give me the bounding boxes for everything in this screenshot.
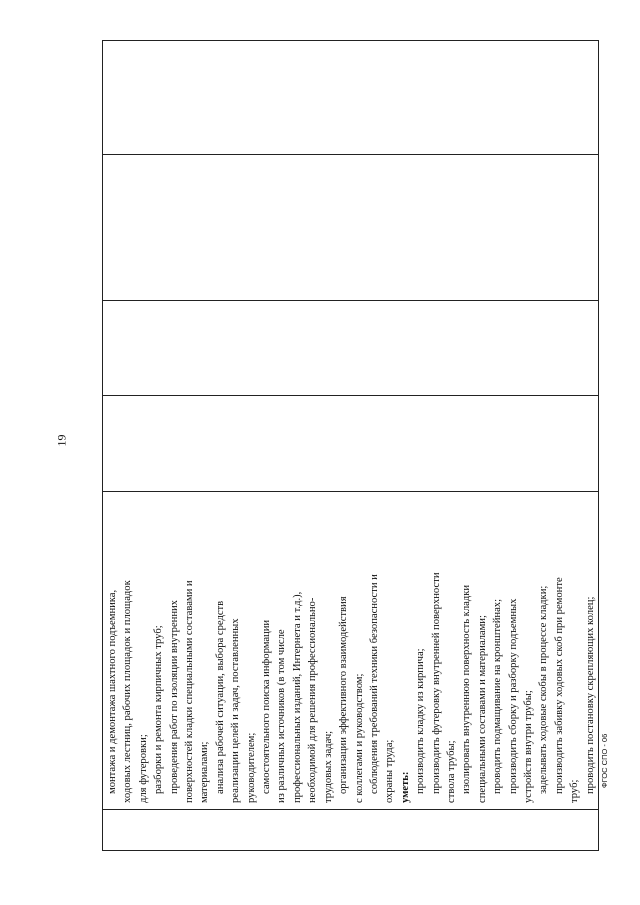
content-line: реализации целей и задач, поставленных <box>230 618 242 803</box>
content-line: производить футеровку внутренней поверхности <box>430 572 442 794</box>
table-cell-index <box>103 810 599 851</box>
content-line: уметь: <box>399 771 411 803</box>
content-line: трудовых задач; <box>322 730 334 803</box>
content-line: заделывать ходовые скобы в процессе кладки; <box>538 585 550 794</box>
content-line: соблюдения требований техники безопасности и <box>368 574 380 794</box>
table-cell-discipline <box>103 155 599 301</box>
rotated-table-wrapper <box>102 41 596 851</box>
footer-code: ФГОС СПО - 06 <box>600 733 609 788</box>
content-line: поверхностей кладки специальными составами и <box>184 580 196 803</box>
content-line: для футеровки; <box>137 734 149 803</box>
content-line: проведения работ по изоляции внутренних <box>168 600 180 794</box>
content-line: охраны труда; <box>384 739 396 803</box>
content-line: профессиональных изданий, Интернета и т.д.), <box>291 591 303 803</box>
content-line: ходовых лестниц, рабочих площадок и площадок <box>122 580 134 803</box>
content-line: анализа рабочей ситуации, выбора средств <box>214 600 226 794</box>
content-line: из различных источников (в том числе <box>276 629 288 803</box>
content-line: изолировать внутреннюю поверхность кладки <box>461 584 473 794</box>
content-line: производить забивку ходовых скоб при ремонте <box>553 577 565 794</box>
content-line: производить сборку и разборку подъемных <box>507 598 519 794</box>
requirements-text <box>105 494 598 803</box>
page-number: 19 <box>54 434 69 447</box>
content-line: специальными составами и материалами; <box>476 615 488 803</box>
content-line: проводить постановку скрепляющих колец; <box>584 596 596 794</box>
content-line: материалами; <box>199 741 211 803</box>
content-line: монтажа и демонтажа шахтного подъемника, <box>107 589 118 794</box>
content-line: труб; <box>569 779 581 803</box>
content-line: устройств внутри трубы; <box>522 690 534 803</box>
content-line: самостоятельного поиска информации <box>261 619 273 794</box>
content-line: ствола трубы; <box>445 740 457 803</box>
table-row <box>103 41 599 851</box>
table-cell-competence-codes <box>103 41 599 155</box>
content-line: организации эффективного взаимодействия <box>338 596 350 794</box>
content-line: необходимой для решения профессионально- <box>307 597 319 803</box>
content-line: с коллегами и руководством; <box>353 673 365 803</box>
table-cell-hours-max <box>103 396 599 492</box>
standards-table <box>102 40 599 851</box>
content-line: проводить подмащивание на кронштейнах; <box>492 598 504 794</box>
table-cell-requirements <box>103 492 599 810</box>
table-cell-hours-required <box>103 301 599 396</box>
content-line: руководителем; <box>245 732 257 803</box>
content-line: производить кладку из кирпича; <box>415 648 427 794</box>
content-line: разборки и ремонта кирпичных труб; <box>153 625 165 794</box>
